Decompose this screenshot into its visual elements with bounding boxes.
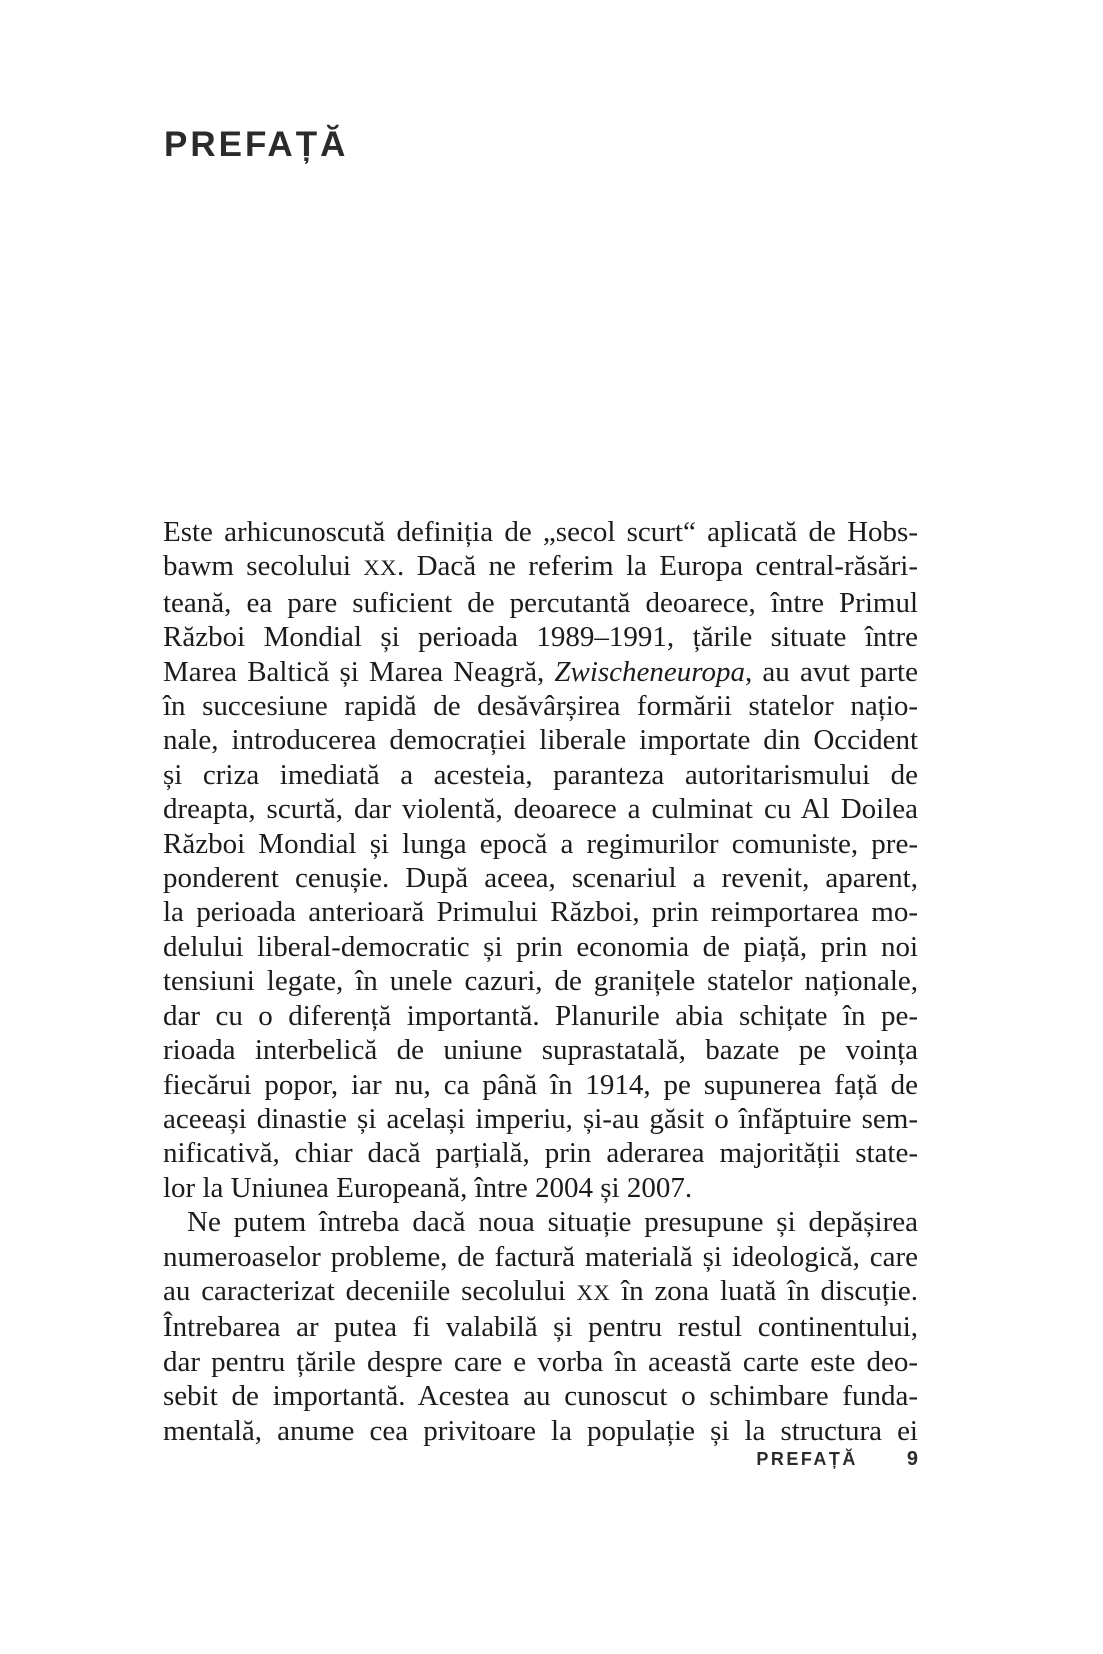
text-line: teană, ea pare suficient de percutantă deoarece, între Primul — [163, 586, 918, 619]
text-line: tensiuni legate, în unele cazuri, de granițele statelor naționale, — [163, 965, 918, 998]
text-line: Întrebarea ar putea fi valabilă și pentru restul continentului, — [163, 1311, 918, 1344]
text-line: în succesiune rapidă de desăvârșirea formării statelor națio- — [163, 690, 918, 723]
footer-page-number: 9 — [906, 1448, 918, 1470]
text-line: Ne putem întreba dacă noua situație presupune și depășirea — [187, 1206, 918, 1239]
text-line: dar pentru țările despre care e vorba în această carte este deo- — [163, 1345, 918, 1378]
text-line: nale, introducerea democrației liberale importate din Occident — [163, 724, 918, 757]
text-line: bawm secolului XX. Dacă ne referim la Europa central-răsări- — [163, 550, 919, 583]
text-line: dreapta, scurtă, dar violentă, deoarece a culminat cu Al Doilea — [163, 793, 918, 826]
text-line: Război Mondial și lunga epocă a regimurilor comuniste, pre- — [163, 827, 918, 860]
text-line: la perioada anterioară Primului Război, prin reimportarea mo- — [163, 896, 918, 929]
text-line: mentală, anume cea privitoare la populație și la structura ei — [163, 1414, 918, 1447]
text-line: delului liberal-democratic și prin economia de piață, prin noi — [163, 930, 918, 963]
text-line: Marea Baltică și Marea Neagră, Zwischeneuropa, au avut parte — [163, 655, 918, 688]
text-line: aceeași dinastie și același imperiu, și-au găsit o înfăptuire sem- — [163, 1102, 918, 1135]
text-line: dar cu o diferență importantă. Planurile abia schițate în pe- — [163, 999, 918, 1032]
text-line: și criza imediată a acesteia, paranteza autoritarismului de — [163, 758, 918, 791]
text-line: au caracterizat deceniile secolului XX în zona luată în discuție. — [163, 1274, 918, 1307]
text-line: Este arhicunoscută definiția de „secol scurt“ aplicată de Hobs- — [163, 516, 918, 548]
text-line: nificativă, chiar dacă parțială, prin aderarea majorității state- — [163, 1137, 918, 1170]
text-line: rioada interbelică de uniune suprastatală, bazate pe voința — [163, 1034, 918, 1067]
text-line: lor la Uniunea Europeană, între 2004 și 2007. — [163, 1171, 693, 1204]
text-line: sebit de importantă. Acestea au cunoscut o schimbare funda- — [163, 1380, 918, 1413]
text-line: fiecărui popor, iar nu, ca până în 1914, pe supunerea față de — [163, 1068, 918, 1101]
text-line: ponderent cenușie. După aceea, scenariul a revenit, aparent, — [163, 862, 918, 895]
body-text — [163, 515, 918, 1448]
page-footer — [756, 1449, 918, 1469]
text-line: numeroaselor probleme, de factură materială și ideologică, care — [163, 1240, 918, 1273]
footer-chapter-label: PREFAȚĂ — [756, 1449, 858, 1469]
text-line: Război Mondial și perioada 1989–1991, țările situate între — [163, 621, 918, 654]
chapter-title: PREFAȚĂ — [164, 125, 349, 164]
